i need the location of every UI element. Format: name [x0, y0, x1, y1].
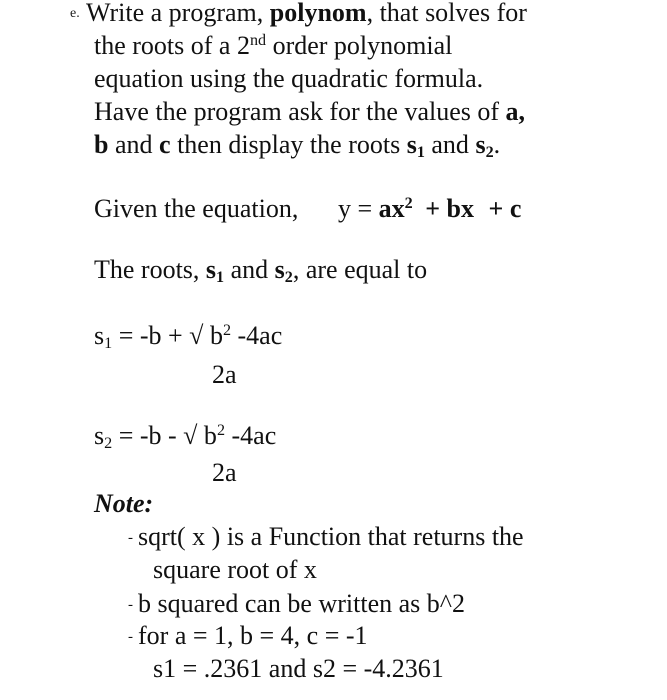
problem-line-4: [94, 99, 525, 125]
text: and: [108, 130, 160, 159]
note-item-1-cont: square root of x: [153, 555, 317, 584]
root-s1: $s_1$: [406, 130, 425, 162]
problem-line-3: [94, 66, 483, 92]
note-item-3-result: s1 = .2361 and s2 = -4.2361: [153, 654, 444, 683]
note-title: Note:: [94, 489, 154, 518]
var-c: c: [159, 130, 171, 159]
ordinal-sup: nd: [249, 32, 267, 50]
formula-s2: $s_2 = -b$ - √ $b^2$ -4ac: [94, 421, 277, 453]
var-b: b: [94, 130, 109, 159]
root-s1: $s_1$: [205, 255, 225, 287]
problem-line-2: [94, 33, 452, 59]
problem-line-5: [94, 130, 501, 162]
root-s2: $s_2$: [475, 130, 494, 162]
text: then display the roots: [170, 130, 407, 159]
text: and: [424, 130, 476, 159]
equation-label: Given the equation,: [94, 194, 299, 223]
text: order polynomial: [266, 31, 453, 60]
note-item-2: - b squared can be written as b^2: [128, 589, 465, 618]
bullet-dash: -: [128, 629, 133, 645]
root-s2: $s_2$: [274, 255, 293, 287]
problem-line-1: [86, 0, 527, 26]
text: The roots,: [94, 255, 206, 284]
text: the roots of a 2: [94, 31, 250, 60]
bullet-dash: -: [128, 530, 133, 546]
equation: [338, 196, 521, 222]
text: , are equal to: [292, 255, 428, 284]
formula-s2-denominator: 2a: [212, 458, 237, 487]
text: y =: [338, 194, 379, 223]
text: Have the program ask for the values of: [94, 97, 506, 126]
text: Write a program,: [86, 0, 270, 27]
formula-s1: $s_1 = -b$ + √ $b^2$ -4ac: [94, 321, 283, 353]
var-a: a,: [505, 97, 526, 126]
roots-intro: [94, 255, 428, 287]
text: , that solves for: [366, 0, 527, 27]
text: .: [493, 130, 501, 159]
program-name: polynom: [269, 0, 367, 27]
text: equation using the quadratic formula.: [94, 64, 484, 93]
c-term: + c: [482, 194, 522, 223]
note-item-1: - sqrt( x ) is a Function that returns the: [128, 522, 524, 551]
note-item-3: - for a = 1, b = 4, c = -1: [128, 621, 368, 650]
item-marker: e.: [70, 6, 80, 21]
formula-s1-denominator: 2a: [212, 360, 237, 389]
text: and: [224, 255, 275, 284]
bx-term: + bx: [418, 194, 475, 223]
ax-term: $ax^2$: [378, 194, 413, 223]
bullet-dash: -: [128, 597, 133, 613]
